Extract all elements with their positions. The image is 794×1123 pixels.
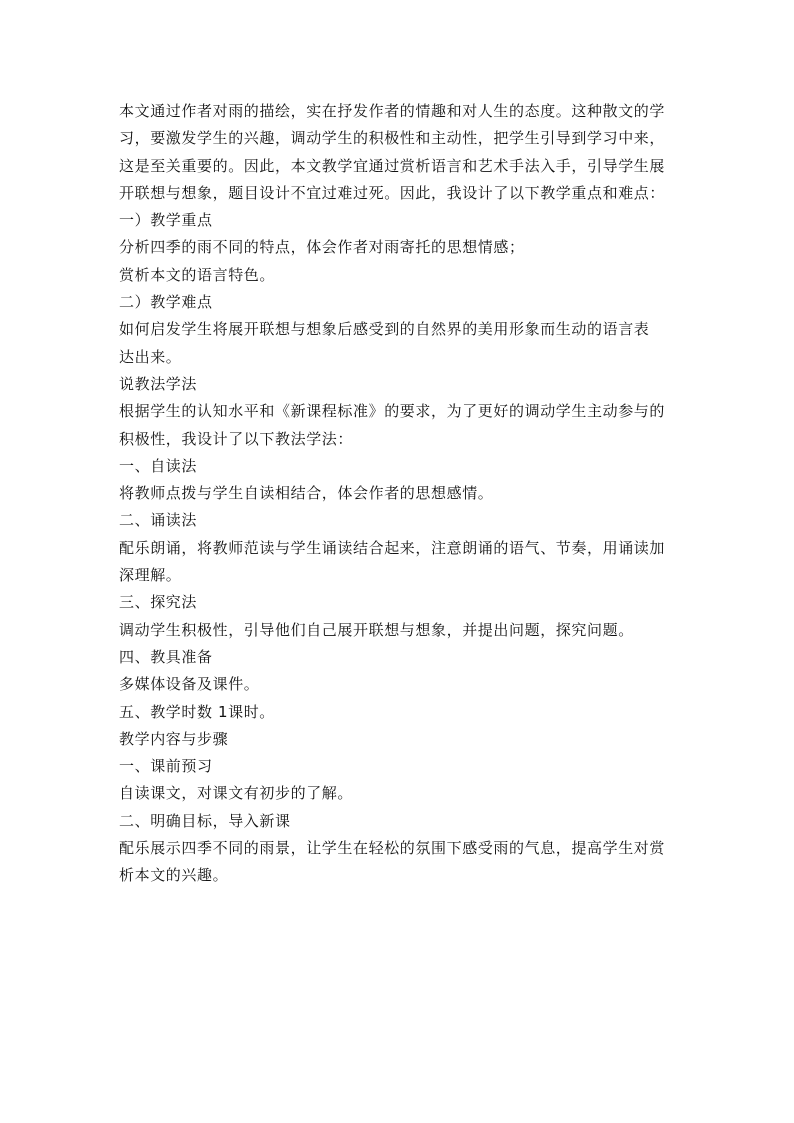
- section-heading: 三、探究法: [119, 593, 198, 612]
- section-heading: 二、诵读法: [119, 511, 198, 530]
- section-heading: 一）教学重点: [119, 211, 213, 230]
- text-line: 本文通过作者对雨的描绘，实在抒发作者的情趣和对人生的态度。这种散文的学: [119, 102, 666, 120]
- text-line: 将教师点拨与学生自读相结合，体会作者的思想感情。: [119, 484, 494, 503]
- text-line: 分析四季的雨不同的特点，体会作者对雨寄托的思想情感；: [119, 238, 525, 257]
- text-line: 多媒体设备及课件。: [119, 675, 260, 694]
- text-line: 赏析本文的语言特色。: [119, 265, 276, 284]
- text-line: 深理解。: [119, 566, 182, 585]
- section-heading: 教学内容与步骤: [119, 729, 229, 748]
- section-heading: 说教法学法: [119, 374, 198, 393]
- text-line: 配乐展示四季不同的雨景，让学生在轻松的氛围下感受雨的气息，提高学生对赏: [119, 839, 666, 858]
- section-heading: 五、教学时数 1课时。: [119, 702, 275, 721]
- text-line: 自读课文，对课文有初步的了解。: [119, 784, 354, 803]
- section-heading: 一、自读法: [119, 456, 198, 475]
- text-line: 积极性，我设计了以下教法学法：: [119, 429, 354, 448]
- text-line: 调动学生积极性，引导他们自己展开联想与想象，并提出问题，探究问题。: [119, 620, 634, 639]
- text-line: 如何启发学生将展开联想与想象后感受到的自然界的美用形象而生动的语言表: [119, 320, 650, 339]
- text-line: 配乐朗诵，将教师范读与学生诵读结合起来，注意朗诵的语气、节奏，用诵读加: [119, 538, 666, 557]
- text-line: 根据学生的认知水平和《新课程标准》的要求，为了更好的调动学生主动参与的: [119, 402, 666, 421]
- text-line: 这是至关重要的。因此，本文教学宜通过赏析语言和艺术手法入手，引导学生展: [119, 156, 666, 175]
- text-line: 习，要激发学生的兴趣，调动学生的积极性和主动性，把学生引导到学习中来，: [119, 129, 666, 148]
- section-heading: 二、明确目标，导入新课: [119, 811, 291, 830]
- text-line: 达出来。: [119, 347, 182, 366]
- text-line: 析本文的兴趣。: [119, 866, 229, 885]
- section-heading: 一、课前预习: [119, 757, 213, 776]
- document-body: [119, 98, 679, 890]
- section-heading: 四、教具准备: [119, 647, 213, 666]
- text-line: 开联想与想象，题目设计不宜过难过死。因此，我设计了以下教学重点和难点：: [119, 183, 666, 202]
- section-heading: 二）教学难点: [119, 293, 213, 312]
